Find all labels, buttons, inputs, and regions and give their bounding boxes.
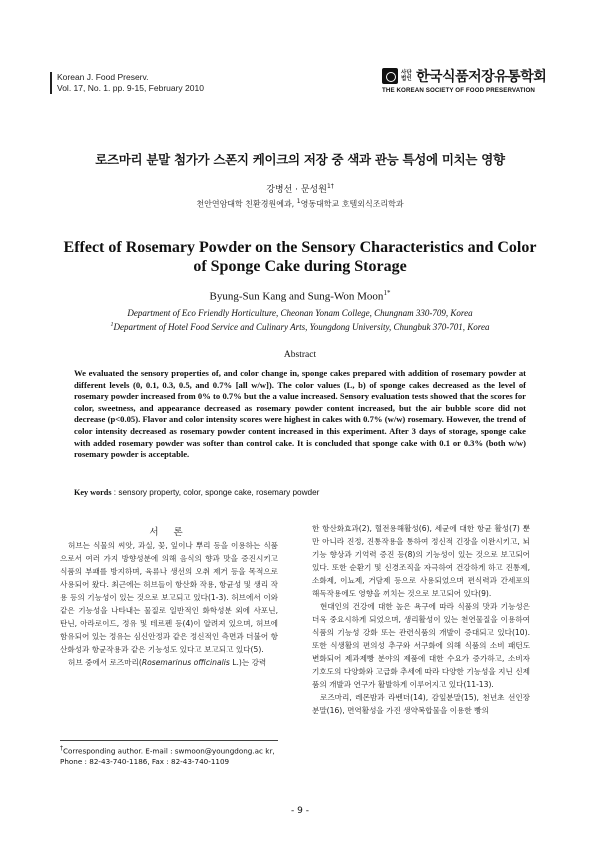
- abstract-text: We evaluated the sensory properties of, and color change in, sponge cakes prepared with addition of rosemary powder at different levels (0, 0.1, 0.3, 0.5, and 0.7% [all w/w]). The color values (L, b) of sponge cakes decreased as the level of rosemary powder increased from 0% to 0.7% but the a value increased. Sensory evaluation tests showed that the scores for color, sweetness, and appearance decreased as rosemary powder content increased, but the air bubble score did not decrease (p<0.05). Flavor and color intensity scores were highest in cakes with 0.7% (w/w) rosemary. However, the trend of color intensity decreased as rosemary powder content increased in this experiment. After 3 days of storage, sponge cake with added rosemary powder was softer than control cake. It is concluded that sponge cake with 0.1 or 0.3% (both w/w) rosemary powder is acceptable.: [74, 368, 526, 460]
- society-name-en: THE KOREAN SOCIETY OF FOOD PRESERVATION: [382, 87, 535, 94]
- affil-en-mark: 1: [110, 322, 114, 328]
- journal-name: Korean J. Food Preserv.: [57, 72, 149, 82]
- left-paragraph-1: 허브는 식물의 씨앗, 과실, 꽃, 잎이나 뿌리 등을 이용하는 식품으로서 여러 가지 방향성분에 의해 음식의 향과 맛을 증진시키고 식품의 부패를 방지하며, 육류나 생선의 오취 제거 등을 목적으로 사용되어 왔다. 최근에는 허브들이 항산화 작용, 항균성 및 생리 작용 등의 기능성이 있는 것으로 보고되고 있다(1-3). 허브에서 이와 같은 기능성을 나타내는 물질로 일반적인 화학성분 외에 사포닌, 탄닌, 아라로이드, 정유 및 테르펜 등(4)이 알려져 있으며, 허브에 함유되어 있는 정유는 심신안정과 같은 정신적인 측면과 더불어 항산화성과 항균작용과 같은 기능성도 있다고 보고되고 있다(5).: [60, 541, 278, 654]
- journal-volume: Vol. 17, No. 1. pp. 9-15, February 2010: [57, 83, 204, 93]
- section-title: 서 론: [149, 527, 189, 538]
- title-english: Effect of Rosemary Powder on the Sensory Characteristics and Color of Sponge Cake during Storage: [63, 239, 537, 275]
- footnote-mark: †: [60, 745, 63, 752]
- society-emblem-icon: [382, 68, 398, 84]
- affiliation-korean: [0, 198, 600, 210]
- authors-en-mark: 1*: [383, 289, 391, 297]
- journal-citation: [50, 72, 204, 94]
- footnote-rule: [60, 740, 278, 741]
- right-column: [312, 522, 530, 717]
- society-name-ko: 한국식품저장유통학회: [416, 69, 547, 85]
- authors-korean: [0, 182, 600, 195]
- affil-en-2: Department of Hotel Food Service and Culinary Arts, Youngdong University, Chungbuk 370-701, Korea: [113, 322, 490, 332]
- keywords: Key words : sensory property, color, sponge cake, rosemary powder: [74, 488, 320, 497]
- affil-ko-2: 영동대학교 호텔외식조리학과: [300, 199, 404, 209]
- authors-ko-mark: 1†: [326, 183, 334, 190]
- footnote: [60, 740, 278, 767]
- left-p2-a: 허브 중에서 로즈마리(: [68, 658, 142, 667]
- right-paragraph-1: 한 항산화효과(2), 혈전용해활성(6), 세균에 대한 항균 활성(7) 뿐 만 아니라 진정, 진통작용을 통하여 정신적 긴장을 이완시키고, 뇌 기능 향상과 기억력 증진 등(8)의 기능성이 있는 것으로 보고되어 있다. 또한 순환기 및 신경조직을 자극하여 건강하게 하고 진통제, 소화제, 이뇨제, 거담제 등으로 사용되었으며 편식력과 간세포의 해독작용에도 영향을 끼치는 것으로 보고되어 있다(9).: [312, 524, 530, 598]
- footnote-line-1: Corresponding author. E-mail : swmoon@youngdong.ac kr,: [63, 746, 275, 756]
- society-logo: [382, 66, 552, 94]
- left-column: [60, 526, 278, 669]
- keywords-text: sensory property, color, sponge cake, rosemary powder: [118, 488, 320, 497]
- affil-ko-1: 천안연암대학 친환경원예과,: [196, 199, 297, 209]
- affiliation-english: [0, 307, 600, 333]
- left-p2-italic: Rosemarinus officinalis: [141, 658, 230, 667]
- right-paragraph-3: 로즈마리, 레몬밤과 라벤더(14), 감잎분말(15), 천년초 선인장 분말(16), 면역활성을 가진 생약복합물을 이용한 빵의: [312, 693, 530, 715]
- right-paragraph-2: 현대인의 건강에 대한 높은 욕구에 따라 식품의 맛과 기능성은 더욱 중요시하게 되었으며, 생리활성이 있는 천연물질을 이용하여 식품의 기능성 강화 또는 관련식품의 개발이 증대되고 있다(10). 또한 식생활의 편의성 추구와 서구화에 의해 식품의 소비 패턴도 변화되어 제과제빵 분야의 제품에 대한 수요가 증가하고, 소비자 기호도의 다양화와 고급화 추세에 따라 다양한 기능성을 지닌 신제품의 개발과 연구가 활발하게 이루어지고 있다(11-13).: [312, 602, 530, 689]
- keywords-label: Key words: [74, 488, 112, 497]
- left-paragraph-2: [60, 656, 278, 669]
- society-logo-small: 사단 법인: [401, 70, 412, 82]
- authors-ko-names: 강병선 · 문성원: [266, 185, 327, 195]
- authors-english: [0, 289, 600, 303]
- authors-en-names: Byung-Sun Kang and Sung-Won Moon: [209, 290, 384, 303]
- left-p2-b: L.)는 강력: [229, 658, 267, 667]
- page-number: - 9 -: [291, 806, 309, 816]
- abstract-heading: Abstract: [283, 350, 317, 360]
- title-korean: 로즈마리 분말 첨가가 스폰지 케이크의 저장 중 색과 관능 특성에 미치는 영향: [95, 152, 505, 167]
- affil-en-1: Department of Eco Friendly Horticulture, Cheonan Yonam College, Chungnam 330-709, Korea: [127, 308, 473, 318]
- affil-ko-mark: 1: [296, 198, 301, 205]
- footnote-line-2: Phone : 82-43-740-1186, Fax : 82-43-740-1109: [60, 757, 230, 767]
